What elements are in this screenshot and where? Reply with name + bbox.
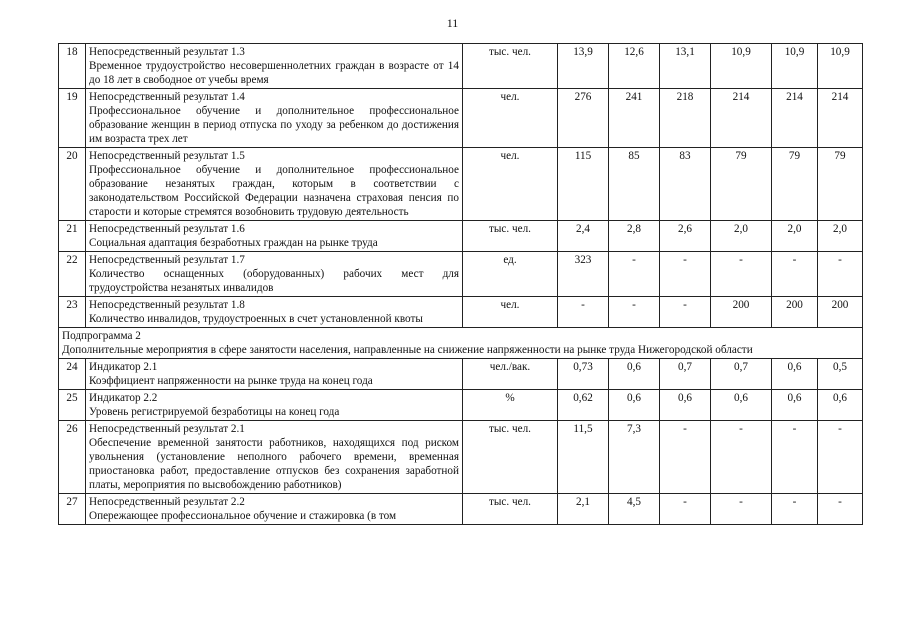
row-value: 2,4 (558, 221, 609, 252)
row-value: 2,0 (772, 221, 818, 252)
section-subtitle: Дополнительные мероприятия в сфере занятости населения, направленные на снижение напряженности на рынке труда Нижегородской области (62, 344, 753, 356)
row-value: 218 (660, 89, 711, 148)
row-value: - (772, 494, 818, 525)
row-value: 13,1 (660, 44, 711, 89)
row-description (86, 89, 463, 148)
table-row (59, 390, 863, 421)
row-number: 19 (59, 89, 86, 148)
table-row (59, 252, 863, 297)
section-title: Подпрограмма 2 (62, 330, 141, 342)
row-value: 79 (818, 148, 863, 221)
table-row (59, 148, 863, 221)
section-header (59, 328, 863, 359)
row-value: 200 (818, 297, 863, 328)
row-value: 0,6 (772, 359, 818, 390)
row-number: 24 (59, 359, 86, 390)
row-unit: ед. (463, 252, 558, 297)
row-number: 21 (59, 221, 86, 252)
row-title: Индикатор 2.2 (89, 392, 158, 404)
row-value: 83 (660, 148, 711, 221)
row-value: 79 (711, 148, 772, 221)
row-value: 10,9 (818, 44, 863, 89)
row-value: - (711, 421, 772, 494)
row-number: 26 (59, 421, 86, 494)
row-value: 276 (558, 89, 609, 148)
row-value: - (609, 297, 660, 328)
row-value: - (772, 252, 818, 297)
row-value: 0,6 (772, 390, 818, 421)
row-value: - (660, 297, 711, 328)
row-value: 200 (711, 297, 772, 328)
section-row (59, 328, 863, 359)
row-value: - (660, 252, 711, 297)
row-text: Коэффициент напряженности на рынке труда на конец года (89, 375, 373, 387)
row-value: - (711, 494, 772, 525)
row-text: Уровень регистрируемой безработицы на конец года (89, 406, 340, 418)
row-value: - (818, 494, 863, 525)
table-row (59, 89, 863, 148)
row-value: 13,9 (558, 44, 609, 89)
row-unit: чел. (463, 297, 558, 328)
row-value: 0,62 (558, 390, 609, 421)
row-value: 10,9 (772, 44, 818, 89)
row-unit: тыс. чел. (463, 494, 558, 525)
row-value: 4,5 (609, 494, 660, 525)
row-value: 0,7 (660, 359, 711, 390)
row-value: 0,6 (818, 390, 863, 421)
table-body-subprogram-1 (59, 44, 863, 328)
row-unit: тыс. чел. (463, 421, 558, 494)
row-text: Профессиональное обучение и дополнительное профессиональное образование женщин в период отпуска по уходу за ребенком до достижения им возраста трех лет (89, 105, 459, 145)
table-row (59, 421, 863, 494)
row-value: 2,8 (609, 221, 660, 252)
row-text: Опережающее профессиональное обучение и стажировка (в том (89, 510, 397, 522)
row-unit: % (463, 390, 558, 421)
row-unit: чел. (463, 148, 558, 221)
row-number: 18 (59, 44, 86, 89)
row-value: 241 (609, 89, 660, 148)
row-value: 2,6 (660, 221, 711, 252)
row-title: Непосредственный результат 1.7 (89, 254, 245, 266)
row-title: Непосредственный результат 1.3 (89, 46, 245, 58)
row-value: 323 (558, 252, 609, 297)
row-value: 10,9 (711, 44, 772, 89)
row-value: 2,0 (818, 221, 863, 252)
row-unit: чел. (463, 89, 558, 148)
row-description (86, 148, 463, 221)
row-value: 2,1 (558, 494, 609, 525)
row-value: 79 (772, 148, 818, 221)
section-cell (59, 328, 863, 359)
row-value: 0,5 (818, 359, 863, 390)
table-row (59, 359, 863, 390)
row-title: Непосредственный результат 1.6 (89, 223, 245, 235)
table-row (59, 221, 863, 252)
indicators-table (58, 43, 863, 525)
row-description (86, 297, 463, 328)
row-number: 20 (59, 148, 86, 221)
row-number: 27 (59, 494, 86, 525)
row-value: 0,6 (609, 390, 660, 421)
row-text: Количество оснащенных (оборудованных) рабочих мест для трудоустройства незанятых инвалидов (89, 268, 459, 294)
row-description (86, 359, 463, 390)
row-description (86, 494, 463, 525)
row-value: - (558, 297, 609, 328)
row-number: 22 (59, 252, 86, 297)
row-unit: чел./вак. (463, 359, 558, 390)
row-value: - (660, 421, 711, 494)
row-text: Профессиональное обучение и дополнительное профессиональное образование незанятых граждан, которым в соответствии с законодательством Российской Федерации назначена страховая пенсия по старости и которые стремятся возобновить трудовую деятельность (89, 164, 459, 218)
row-description (86, 421, 463, 494)
row-value: 7,3 (609, 421, 660, 494)
row-text: Количество инвалидов, трудоустроенных в счет установленной квоты (89, 313, 423, 325)
row-value: 0,6 (660, 390, 711, 421)
row-description (86, 390, 463, 421)
row-number: 25 (59, 390, 86, 421)
table-row (59, 494, 863, 525)
row-value: - (818, 252, 863, 297)
row-value: 214 (818, 89, 863, 148)
row-value: 0,6 (711, 390, 772, 421)
row-value: - (711, 252, 772, 297)
row-value: 115 (558, 148, 609, 221)
row-text: Обеспечение временной занятости работников, находящихся под риском увольнения (установление неполного рабочего времени, временная приостановка работ, предоставление отпусков без сохранения заработной платы, мероприятия по высвобождению работников) (89, 437, 459, 491)
table-row (59, 297, 863, 328)
row-unit: тыс. чел. (463, 44, 558, 89)
row-title: Непосредственный результат 2.1 (89, 423, 245, 435)
row-value: 85 (609, 148, 660, 221)
row-text: Социальная адаптация безработных граждан на рынке труда (89, 237, 378, 249)
row-title: Непосредственный результат 1.4 (89, 91, 245, 103)
row-value: - (609, 252, 660, 297)
row-value: 0,73 (558, 359, 609, 390)
row-description (86, 44, 463, 89)
row-value: 214 (772, 89, 818, 148)
row-value: 12,6 (609, 44, 660, 89)
table-body-subprogram-2 (59, 359, 863, 525)
row-value: 214 (711, 89, 772, 148)
row-value: 11,5 (558, 421, 609, 494)
row-value: - (772, 421, 818, 494)
row-value: 2,0 (711, 221, 772, 252)
row-description (86, 221, 463, 252)
row-title: Непосредственный результат 1.5 (89, 150, 245, 162)
row-text: Временное трудоустройство несовершеннолетних граждан в возрасте от 14 до 18 лет в свободное от учебы время (89, 60, 459, 86)
row-value: 200 (772, 297, 818, 328)
row-value: 0,6 (609, 359, 660, 390)
table-row (59, 44, 863, 89)
row-number: 23 (59, 297, 86, 328)
row-unit: тыс. чел. (463, 221, 558, 252)
row-title: Непосредственный результат 1.8 (89, 299, 245, 311)
row-value: - (660, 494, 711, 525)
row-description (86, 252, 463, 297)
row-value: - (818, 421, 863, 494)
row-title: Непосредственный результат 2.2 (89, 496, 245, 508)
row-value: 0,7 (711, 359, 772, 390)
row-title: Индикатор 2.1 (89, 361, 158, 373)
page-number: 11 (446, 16, 459, 30)
